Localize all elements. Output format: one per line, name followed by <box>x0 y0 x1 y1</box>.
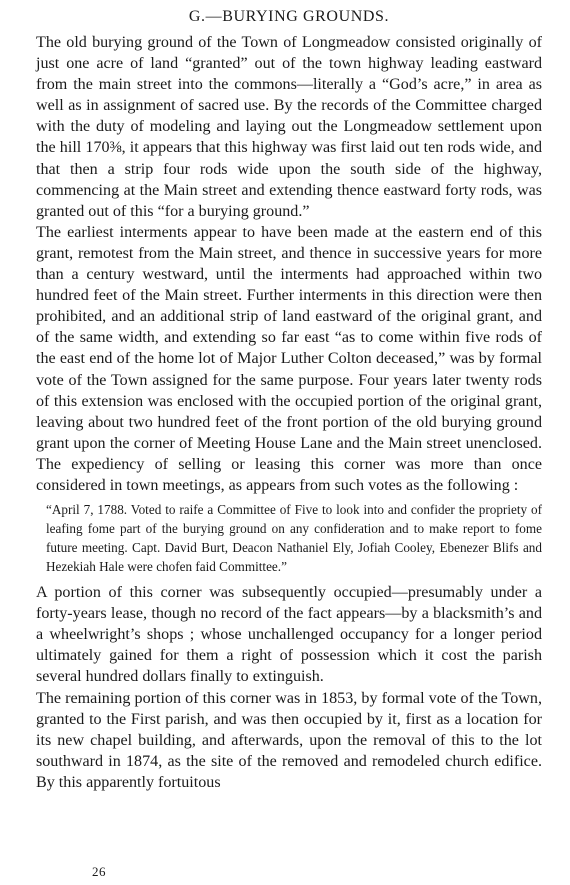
paragraph-3: A portion of this corner was subsequently occupied—presumably under a forty-years lease, though no record of the fact appears—by a blacksmith’s and a wheelwright’s shops ; whose unchallenged occupancy for a longer period ultimately gained for them a right of possession which it cost the parish several hundred dollars finally to extinguish. <box>36 584 542 686</box>
paragraph-2: The earliest interments appear to have been made at the eastern end of this grant, remotest from the Main street, and thence in successive years for more than a century westward, until the interments had approached within two hundred feet of the Main street. Further interments in this direction were then prohibited, and an additional strip of land eastward of the original grant, and of the same width, and extending so far east “as to come within five rods of the east end of the home lot of Major Luther Colton deceased,” was by formal vote of the Town assigned for the same purpose. Four years later twenty rods of this extension was enclosed with the occupied portion of the original grant, leaving about two hundred feet of the front portion of the old burying ground grant upon the corner of Meeting House Lane and the Main street unenclosed. The expediency of selling or leasing this corner was more than once considered in town meetings, as appears from such votes as the following : <box>36 223 542 494</box>
paragraph-1: The old burying ground of the Town of Longmeadow consisted originally of just one acre of land “granted” out of the town highway leading eastward from the main street into the commons—literally a “God’s acre,” in area as well as in assignment of sacred use. By the records of the Committee charged with the duty of modeling and laying out the Longmeadow settlement upon the hill 170⅜, it appears that this highway was first laid out ten rods wide, and that then a strip four rods wide upon the south side of the highway, commencing at the Main street and extending thence eastward forty rods, was granted out of this “for a burying ground.” <box>36 34 542 220</box>
section-heading: G.—BURYING GROUNDS. <box>188 8 390 25</box>
paragraph-4: The remaining portion of this corner was in 1853, by formal vote of the Town, granted to the First parish, and was then occupied by it, first as a location for its new chapel building, and afterwards, upon the removal of this to the lot southward in 1874, as the site of the removed and remodeled church edifice. By this apparently fortuitous <box>36 689 542 791</box>
quoted-town-vote: “April 7, 1788. Voted to raife a Committee of Five to look into and confider the propriety of leafing fome part of the burying ground on any confideration and to make report to fome future meeting. Capt. David Burt, Deacon Nathaniel Ely, Jofiah Cooley, Ebenezer Blifs and Hezekiah Hale were chofen faid Committee.” <box>46 502 542 575</box>
page-number: 26 <box>92 864 106 879</box>
